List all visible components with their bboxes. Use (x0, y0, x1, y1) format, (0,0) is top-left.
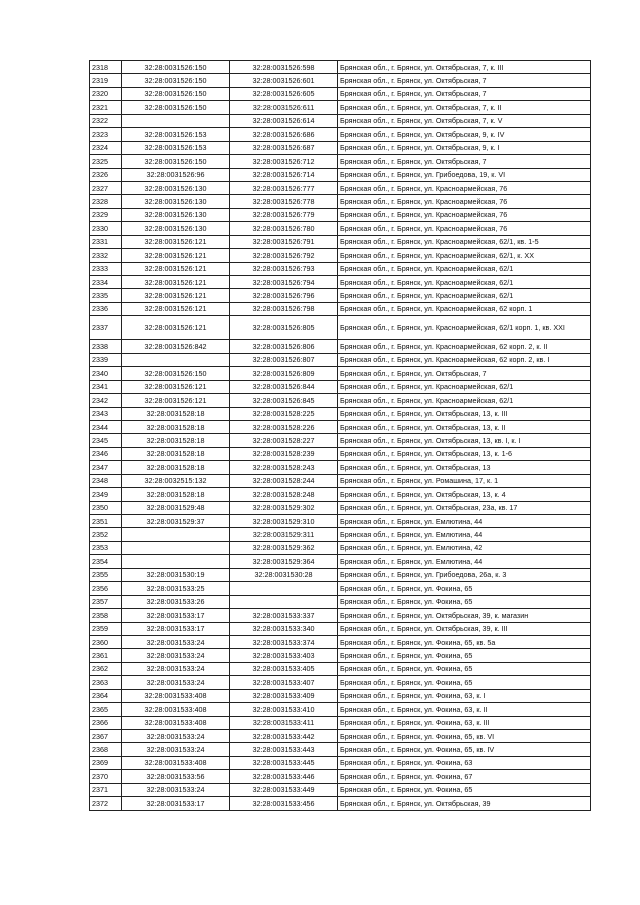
parcel-number-cell: 32:28:0031533:24 (122, 783, 230, 796)
object-number-cell: 32:28:0031526:845 (230, 394, 338, 407)
table-row (90, 353, 591, 366)
table-row (90, 407, 591, 420)
row-number-cell: 2337 (90, 316, 122, 340)
table-row (90, 168, 591, 181)
table-row (90, 743, 591, 756)
object-number-cell: 32:28:0031533:403 (230, 649, 338, 662)
row-number-cell: 2326 (90, 168, 122, 181)
object-number-cell: 32:28:0031533:410 (230, 703, 338, 716)
table-row (90, 380, 591, 393)
address-cell: Брянская обл., г. Брянск, ул. Октябрьская, 13 (338, 461, 591, 474)
table-row (90, 568, 591, 581)
object-number-cell: 32:28:0031528:227 (230, 434, 338, 447)
parcel-number-cell: 32:28:0031526:121 (122, 316, 230, 340)
table-row (90, 141, 591, 154)
object-number-cell: 32:28:0031526:777 (230, 181, 338, 194)
row-number-cell: 2362 (90, 662, 122, 675)
address-cell: Брянская обл., г. Брянск, ул. Красноармейская, 62 корп. 2, к. II (338, 340, 591, 353)
row-number-cell: 2332 (90, 249, 122, 262)
row-number-cell: 2360 (90, 635, 122, 648)
address-cell: Брянская обл., г. Брянск, ул. Фокина, 67 (338, 770, 591, 783)
object-number-cell: 32:28:0031533:442 (230, 730, 338, 743)
address-cell: Брянская обл., г. Брянск, ул. Октябрьская, 13, кв. I, к. I (338, 434, 591, 447)
table-row (90, 635, 591, 648)
address-cell: Брянская обл., г. Брянск, ул. Красноармейская, 76 (338, 181, 591, 194)
object-number-cell: 32:28:0031533:409 (230, 689, 338, 702)
address-cell: Брянская обл., г. Брянск, ул. Октябрьская, 23а, кв. 17 (338, 501, 591, 514)
parcel-number-cell: 32:28:0031533:17 (122, 622, 230, 635)
object-number-cell: 32:28:0031526:687 (230, 141, 338, 154)
row-number-cell: 2355 (90, 568, 122, 581)
row-number-cell: 2372 (90, 797, 122, 810)
parcel-number-cell: 32:28:0031529:48 (122, 501, 230, 514)
row-number-cell: 2342 (90, 394, 122, 407)
table-row (90, 235, 591, 248)
table-row (90, 528, 591, 541)
row-number-cell: 2320 (90, 87, 122, 100)
table-row (90, 541, 591, 554)
object-number-cell: 32:28:0031528:226 (230, 420, 338, 433)
address-cell: Брянская обл., г. Брянск, ул. Красноармейская, 62/1 корп. 1, кв. XXI (338, 316, 591, 340)
table-row (90, 555, 591, 568)
parcel-number-cell: 32:28:0031526:121 (122, 249, 230, 262)
row-number-cell: 2335 (90, 289, 122, 302)
object-number-cell: 32:28:0031526:779 (230, 208, 338, 221)
row-number-cell: 2339 (90, 353, 122, 366)
parcel-number-cell: 32:28:0031526:121 (122, 276, 230, 289)
row-number-cell: 2352 (90, 528, 122, 541)
row-number-cell: 2319 (90, 74, 122, 87)
row-number-cell: 2341 (90, 380, 122, 393)
row-number-cell: 2364 (90, 689, 122, 702)
parcel-number-cell: 32:28:0031533:56 (122, 770, 230, 783)
parcel-number-cell: 32:28:0031526:842 (122, 340, 230, 353)
table-row (90, 181, 591, 194)
row-number-cell: 2325 (90, 155, 122, 168)
table-row (90, 582, 591, 595)
table-row (90, 474, 591, 487)
object-number-cell: 32:28:0031533:449 (230, 783, 338, 796)
table-row (90, 730, 591, 743)
address-cell: Брянская обл., г. Брянск, ул. Красноармейская, 76 (338, 195, 591, 208)
parcel-number-cell: 32:28:0031533:408 (122, 689, 230, 702)
object-number-cell: 32:28:0031526:686 (230, 128, 338, 141)
object-number-cell: 32:28:0031526:805 (230, 316, 338, 340)
object-number-cell: 32:28:0031526:780 (230, 222, 338, 235)
parcel-number-cell: 32:28:0031526:153 (122, 141, 230, 154)
parcel-number-cell: 32:28:0031526:130 (122, 195, 230, 208)
object-number-cell: 32:28:0031526:798 (230, 302, 338, 315)
table-row (90, 676, 591, 689)
row-number-cell: 2333 (90, 262, 122, 275)
row-number-cell: 2366 (90, 716, 122, 729)
address-cell: Брянская обл., г. Брянск, ул. Октябрьская, 7, к. II (338, 101, 591, 114)
address-cell: Брянская обл., г. Брянск, ул. Октябрьская, 9, к. IV (338, 128, 591, 141)
row-number-cell: 2349 (90, 488, 122, 501)
parcel-number-cell: 32:28:0031533:25 (122, 582, 230, 595)
cadastral-table (89, 60, 591, 811)
row-number-cell: 2324 (90, 141, 122, 154)
table-row (90, 74, 591, 87)
object-number-cell: 32:28:0031526:794 (230, 276, 338, 289)
parcel-number-cell: 32:28:0031533:24 (122, 662, 230, 675)
table-row (90, 367, 591, 380)
address-cell: Брянская обл., г. Брянск, ул. Фокина, 63, к. II (338, 703, 591, 716)
address-cell: Брянская обл., г. Брянск, ул. Красноармейская, 62/1 (338, 394, 591, 407)
table-row (90, 461, 591, 474)
parcel-number-cell: 32:28:0031530:19 (122, 568, 230, 581)
parcel-number-cell: 32:28:0031533:24 (122, 676, 230, 689)
table-row (90, 662, 591, 675)
parcel-number-cell (122, 555, 230, 568)
object-number-cell: 32:28:0031526:809 (230, 367, 338, 380)
object-number-cell: 32:28:0031526:796 (230, 289, 338, 302)
parcel-number-cell: 32:28:0031526:150 (122, 101, 230, 114)
row-number-cell: 2334 (90, 276, 122, 289)
address-cell: Брянская обл., г. Брянск, ул. Фокина, 63, к. III (338, 716, 591, 729)
table-row (90, 101, 591, 114)
row-number-cell: 2358 (90, 609, 122, 622)
address-cell: Брянская обл., г. Брянск, ул. Октябрьская, 39 (338, 797, 591, 810)
table-row (90, 797, 591, 810)
parcel-number-cell: 32:28:0031526:121 (122, 235, 230, 248)
address-cell: Брянская обл., г. Брянск, ул. Емлютина, 44 (338, 555, 591, 568)
object-number-cell: 32:28:0031529:310 (230, 515, 338, 528)
address-cell: Брянская обл., г. Брянск, ул. Октябрьская, 7 (338, 87, 591, 100)
address-cell: Брянская обл., г. Брянск, ул. Фокина, 65 (338, 595, 591, 608)
address-cell: Брянская обл., г. Брянск, ул. Фокина, 65, кв. 5а (338, 635, 591, 648)
address-cell: Брянская обл., г. Брянск, ул. Красноармейская, 76 (338, 208, 591, 221)
parcel-number-cell (122, 353, 230, 366)
row-number-cell: 2321 (90, 101, 122, 114)
parcel-number-cell: 32:28:0031533:24 (122, 649, 230, 662)
address-cell: Брянская обл., г. Брянск, ул. Октябрьская, 13, к. 4 (338, 488, 591, 501)
address-cell: Брянская обл., г. Брянск, ул. Октябрьская, 7 (338, 367, 591, 380)
parcel-number-cell: 32:28:0031533:24 (122, 730, 230, 743)
address-cell: Брянская обл., г. Брянск, ул. Октябрьская, 39, к. III (338, 622, 591, 635)
address-cell: Брянская обл., г. Брянск, ул. Емлютина, 44 (338, 528, 591, 541)
row-number-cell: 2328 (90, 195, 122, 208)
row-number-cell: 2368 (90, 743, 122, 756)
address-cell: Брянская обл., г. Брянск, ул. Октябрьская, 13, к. 1-6 (338, 447, 591, 460)
parcel-number-cell: 32:28:0031533:17 (122, 797, 230, 810)
row-number-cell: 2323 (90, 128, 122, 141)
address-cell: Брянская обл., г. Брянск, ул. Октябрьская, 13, к. II (338, 420, 591, 433)
parcel-number-cell: 32:28:0031533:17 (122, 609, 230, 622)
row-number-cell: 2367 (90, 730, 122, 743)
parcel-number-cell (122, 528, 230, 541)
row-number-cell: 2353 (90, 541, 122, 554)
object-number-cell: 32:28:0031533:340 (230, 622, 338, 635)
row-number-cell: 2348 (90, 474, 122, 487)
object-number-cell: 32:28:0031526:614 (230, 114, 338, 127)
object-number-cell: 32:28:0031526:605 (230, 87, 338, 100)
parcel-number-cell: 32:28:0031528:18 (122, 420, 230, 433)
row-number-cell: 2322 (90, 114, 122, 127)
table-row (90, 609, 591, 622)
parcel-number-cell: 32:28:0031526:130 (122, 208, 230, 221)
address-cell: Брянская обл., г. Брянск, ул. Фокина, 65 (338, 582, 591, 595)
parcel-number-cell: 32:28:0031526:121 (122, 394, 230, 407)
row-number-cell: 2340 (90, 367, 122, 380)
table-row (90, 703, 591, 716)
parcel-number-cell: 32:28:0031526:150 (122, 61, 230, 74)
table-row (90, 770, 591, 783)
table-row (90, 501, 591, 514)
table-row (90, 515, 591, 528)
parcel-number-cell: 32:28:0031528:18 (122, 488, 230, 501)
object-number-cell: 32:28:0031529:362 (230, 541, 338, 554)
table-row (90, 208, 591, 221)
object-number-cell: 32:28:0031533:411 (230, 716, 338, 729)
object-number-cell: 32:28:0031529:364 (230, 555, 338, 568)
table-body (90, 61, 591, 811)
object-number-cell: 32:28:0031528:248 (230, 488, 338, 501)
table-row (90, 649, 591, 662)
table-row (90, 195, 591, 208)
parcel-number-cell: 32:28:0031526:130 (122, 222, 230, 235)
address-cell: Брянская обл., г. Брянск, ул. Фокина, 63 (338, 756, 591, 769)
parcel-number-cell: 32:28:0031529:37 (122, 515, 230, 528)
table-row (90, 420, 591, 433)
row-number-cell: 2354 (90, 555, 122, 568)
parcel-number-cell: 32:28:0031533:408 (122, 703, 230, 716)
parcel-number-cell: 32:28:0031533:26 (122, 595, 230, 608)
object-number-cell: 32:28:0031528:244 (230, 474, 338, 487)
parcel-number-cell: 32:28:0031533:24 (122, 743, 230, 756)
parcel-number-cell: 32:28:0031526:150 (122, 87, 230, 100)
table-row (90, 716, 591, 729)
row-number-cell: 2343 (90, 407, 122, 420)
address-cell: Брянская обл., г. Брянск, ул. Фокина, 65 (338, 676, 591, 689)
table-row (90, 340, 591, 353)
parcel-number-cell: 32:28:0031528:18 (122, 407, 230, 420)
row-number-cell: 2363 (90, 676, 122, 689)
object-number-cell: 32:28:0031529:311 (230, 528, 338, 541)
table-row (90, 289, 591, 302)
row-number-cell: 2346 (90, 447, 122, 460)
object-number-cell (230, 595, 338, 608)
address-cell: Брянская обл., г. Брянск, ул. Фокина, 63, к. I (338, 689, 591, 702)
object-number-cell: 32:28:0031526:793 (230, 262, 338, 275)
row-number-cell: 2370 (90, 770, 122, 783)
address-cell: Брянская обл., г. Брянск, ул. Красноармейская, 62/1 (338, 276, 591, 289)
address-cell: Брянская обл., г. Брянск, ул. Грибоедова, 26а, к. 3 (338, 568, 591, 581)
object-number-cell: 32:28:0031526:778 (230, 195, 338, 208)
parcel-number-cell: 32:28:0031528:18 (122, 434, 230, 447)
table-row (90, 316, 591, 340)
table-row (90, 87, 591, 100)
row-number-cell: 2330 (90, 222, 122, 235)
address-cell: Брянская обл., г. Брянск, ул. Красноармейская, 62 корп. 2, кв. I (338, 353, 591, 366)
parcel-number-cell: 32:28:0031526:153 (122, 128, 230, 141)
table-row (90, 262, 591, 275)
object-number-cell: 32:28:0031526:807 (230, 353, 338, 366)
object-number-cell: 32:28:0031526:791 (230, 235, 338, 248)
address-cell: Брянская обл., г. Брянск, ул. Фокина, 65 (338, 649, 591, 662)
row-number-cell: 2371 (90, 783, 122, 796)
parcel-number-cell: 32:28:0031526:150 (122, 74, 230, 87)
row-number-cell: 2365 (90, 703, 122, 716)
row-number-cell: 2338 (90, 340, 122, 353)
parcel-number-cell: 32:28:0031533:24 (122, 635, 230, 648)
row-number-cell: 2359 (90, 622, 122, 635)
parcel-number-cell: 32:28:0031526:121 (122, 262, 230, 275)
row-number-cell: 2327 (90, 181, 122, 194)
table-row (90, 434, 591, 447)
object-number-cell: 32:28:0031526:712 (230, 155, 338, 168)
address-cell: Брянская обл., г. Брянск, ул. Октябрьская, 13, к. III (338, 407, 591, 420)
object-number-cell: 32:28:0031526:714 (230, 168, 338, 181)
address-cell: Брянская обл., г. Брянск, ул. Октябрьская, 7, к. V (338, 114, 591, 127)
address-cell: Брянская обл., г. Брянск, ул. Красноармейская, 62/1, кв. 1-5 (338, 235, 591, 248)
object-number-cell: 32:28:0031529:302 (230, 501, 338, 514)
parcel-number-cell: 32:28:0031533:408 (122, 756, 230, 769)
object-number-cell (230, 582, 338, 595)
table-row (90, 756, 591, 769)
parcel-number-cell: 32:28:0031526:96 (122, 168, 230, 181)
parcel-number-cell: 32:28:0032515:132 (122, 474, 230, 487)
object-number-cell: 32:28:0031533:405 (230, 662, 338, 675)
address-cell: Брянская обл., г. Брянск, ул. Октябрьская, 7 (338, 155, 591, 168)
parcel-number-cell (122, 541, 230, 554)
address-cell: Брянская обл., г. Брянск, ул. Октябрьская, 7 (338, 74, 591, 87)
object-number-cell: 32:28:0031533:443 (230, 743, 338, 756)
table-row (90, 622, 591, 635)
parcel-number-cell (122, 114, 230, 127)
row-number-cell: 2351 (90, 515, 122, 528)
address-cell: Брянская обл., г. Брянск, ул. Красноармейская, 62/1 (338, 380, 591, 393)
object-number-cell: 32:28:0031526:601 (230, 74, 338, 87)
table-row (90, 276, 591, 289)
row-number-cell: 2345 (90, 434, 122, 447)
address-cell: Брянская обл., г. Брянск, ул. Красноармейская, 62/1 (338, 289, 591, 302)
row-number-cell: 2369 (90, 756, 122, 769)
row-number-cell: 2350 (90, 501, 122, 514)
table-row (90, 128, 591, 141)
table-row (90, 783, 591, 796)
row-number-cell: 2329 (90, 208, 122, 221)
address-cell: Брянская обл., г. Брянск, ул. Красноармейская, 62 корп. 1 (338, 302, 591, 315)
parcel-number-cell: 32:28:0031526:150 (122, 155, 230, 168)
table-row (90, 394, 591, 407)
parcel-number-cell: 32:28:0031526:130 (122, 181, 230, 194)
object-number-cell: 32:28:0031526:806 (230, 340, 338, 353)
row-number-cell: 2331 (90, 235, 122, 248)
object-number-cell: 32:28:0031528:243 (230, 461, 338, 474)
object-number-cell: 32:28:0031526:792 (230, 249, 338, 262)
object-number-cell: 32:28:0031528:225 (230, 407, 338, 420)
table-row (90, 595, 591, 608)
object-number-cell: 32:28:0031533:337 (230, 609, 338, 622)
row-number-cell: 2336 (90, 302, 122, 315)
address-cell: Брянская обл., г. Брянск, ул. Октябрьская, 9, к. I (338, 141, 591, 154)
object-number-cell: 32:28:0031533:456 (230, 797, 338, 810)
row-number-cell: 2357 (90, 595, 122, 608)
table-row (90, 488, 591, 501)
object-number-cell: 32:28:0031533:446 (230, 770, 338, 783)
table-row (90, 689, 591, 702)
address-cell: Брянская обл., г. Брянск, ул. Ромашина, 17, к. 1 (338, 474, 591, 487)
table-row (90, 222, 591, 235)
row-number-cell: 2356 (90, 582, 122, 595)
address-cell: Брянская обл., г. Брянск, ул. Емлютина, 44 (338, 515, 591, 528)
row-number-cell: 2344 (90, 420, 122, 433)
address-cell: Брянская обл., г. Брянск, ул. Грибоедова, 19, к. VI (338, 168, 591, 181)
address-cell: Брянская обл., г. Брянск, ул. Фокина, 65 (338, 783, 591, 796)
object-number-cell: 32:28:0031528:239 (230, 447, 338, 460)
object-number-cell: 32:28:0031526:844 (230, 380, 338, 393)
object-number-cell: 32:28:0031530:28 (230, 568, 338, 581)
object-number-cell: 32:28:0031526:598 (230, 61, 338, 74)
table-row (90, 302, 591, 315)
parcel-number-cell: 32:28:0031526:121 (122, 289, 230, 302)
parcel-number-cell: 32:28:0031526:150 (122, 367, 230, 380)
row-number-cell: 2318 (90, 61, 122, 74)
row-number-cell: 2347 (90, 461, 122, 474)
address-cell: Брянская обл., г. Брянск, ул. Красноармейская, 62/1, к. XX (338, 249, 591, 262)
parcel-number-cell: 32:28:0031526:121 (122, 302, 230, 315)
address-cell: Брянская обл., г. Брянск, ул. Красноармейская, 62/1 (338, 262, 591, 275)
address-cell: Брянская обл., г. Брянск, ул. Фокина, 65 (338, 662, 591, 675)
table-row (90, 61, 591, 74)
address-cell: Брянская обл., г. Брянск, ул. Фокина, 65, кв. IV (338, 743, 591, 756)
object-number-cell: 32:28:0031533:374 (230, 635, 338, 648)
address-cell: Брянская обл., г. Брянск, ул. Емлютина, 42 (338, 541, 591, 554)
object-number-cell: 32:28:0031533:445 (230, 756, 338, 769)
parcel-number-cell: 32:28:0031533:408 (122, 716, 230, 729)
address-cell: Брянская обл., г. Брянск, ул. Фокина, 65, кв. VI (338, 730, 591, 743)
parcel-number-cell: 32:28:0031528:18 (122, 461, 230, 474)
table-row (90, 447, 591, 460)
address-cell: Брянская обл., г. Брянск, ул. Красноармейская, 76 (338, 222, 591, 235)
row-number-cell: 2361 (90, 649, 122, 662)
address-cell: Брянская обл., г. Брянск, ул. Октябрьская, 7, к. III (338, 61, 591, 74)
address-cell: Брянская обл., г. Брянск, ул. Октябрьская, 39, к. магазин (338, 609, 591, 622)
parcel-number-cell: 32:28:0031528:18 (122, 447, 230, 460)
table-row (90, 114, 591, 127)
table-row (90, 249, 591, 262)
object-number-cell: 32:28:0031533:407 (230, 676, 338, 689)
object-number-cell: 32:28:0031526:611 (230, 101, 338, 114)
table-row (90, 155, 591, 168)
parcel-number-cell: 32:28:0031526:121 (122, 380, 230, 393)
